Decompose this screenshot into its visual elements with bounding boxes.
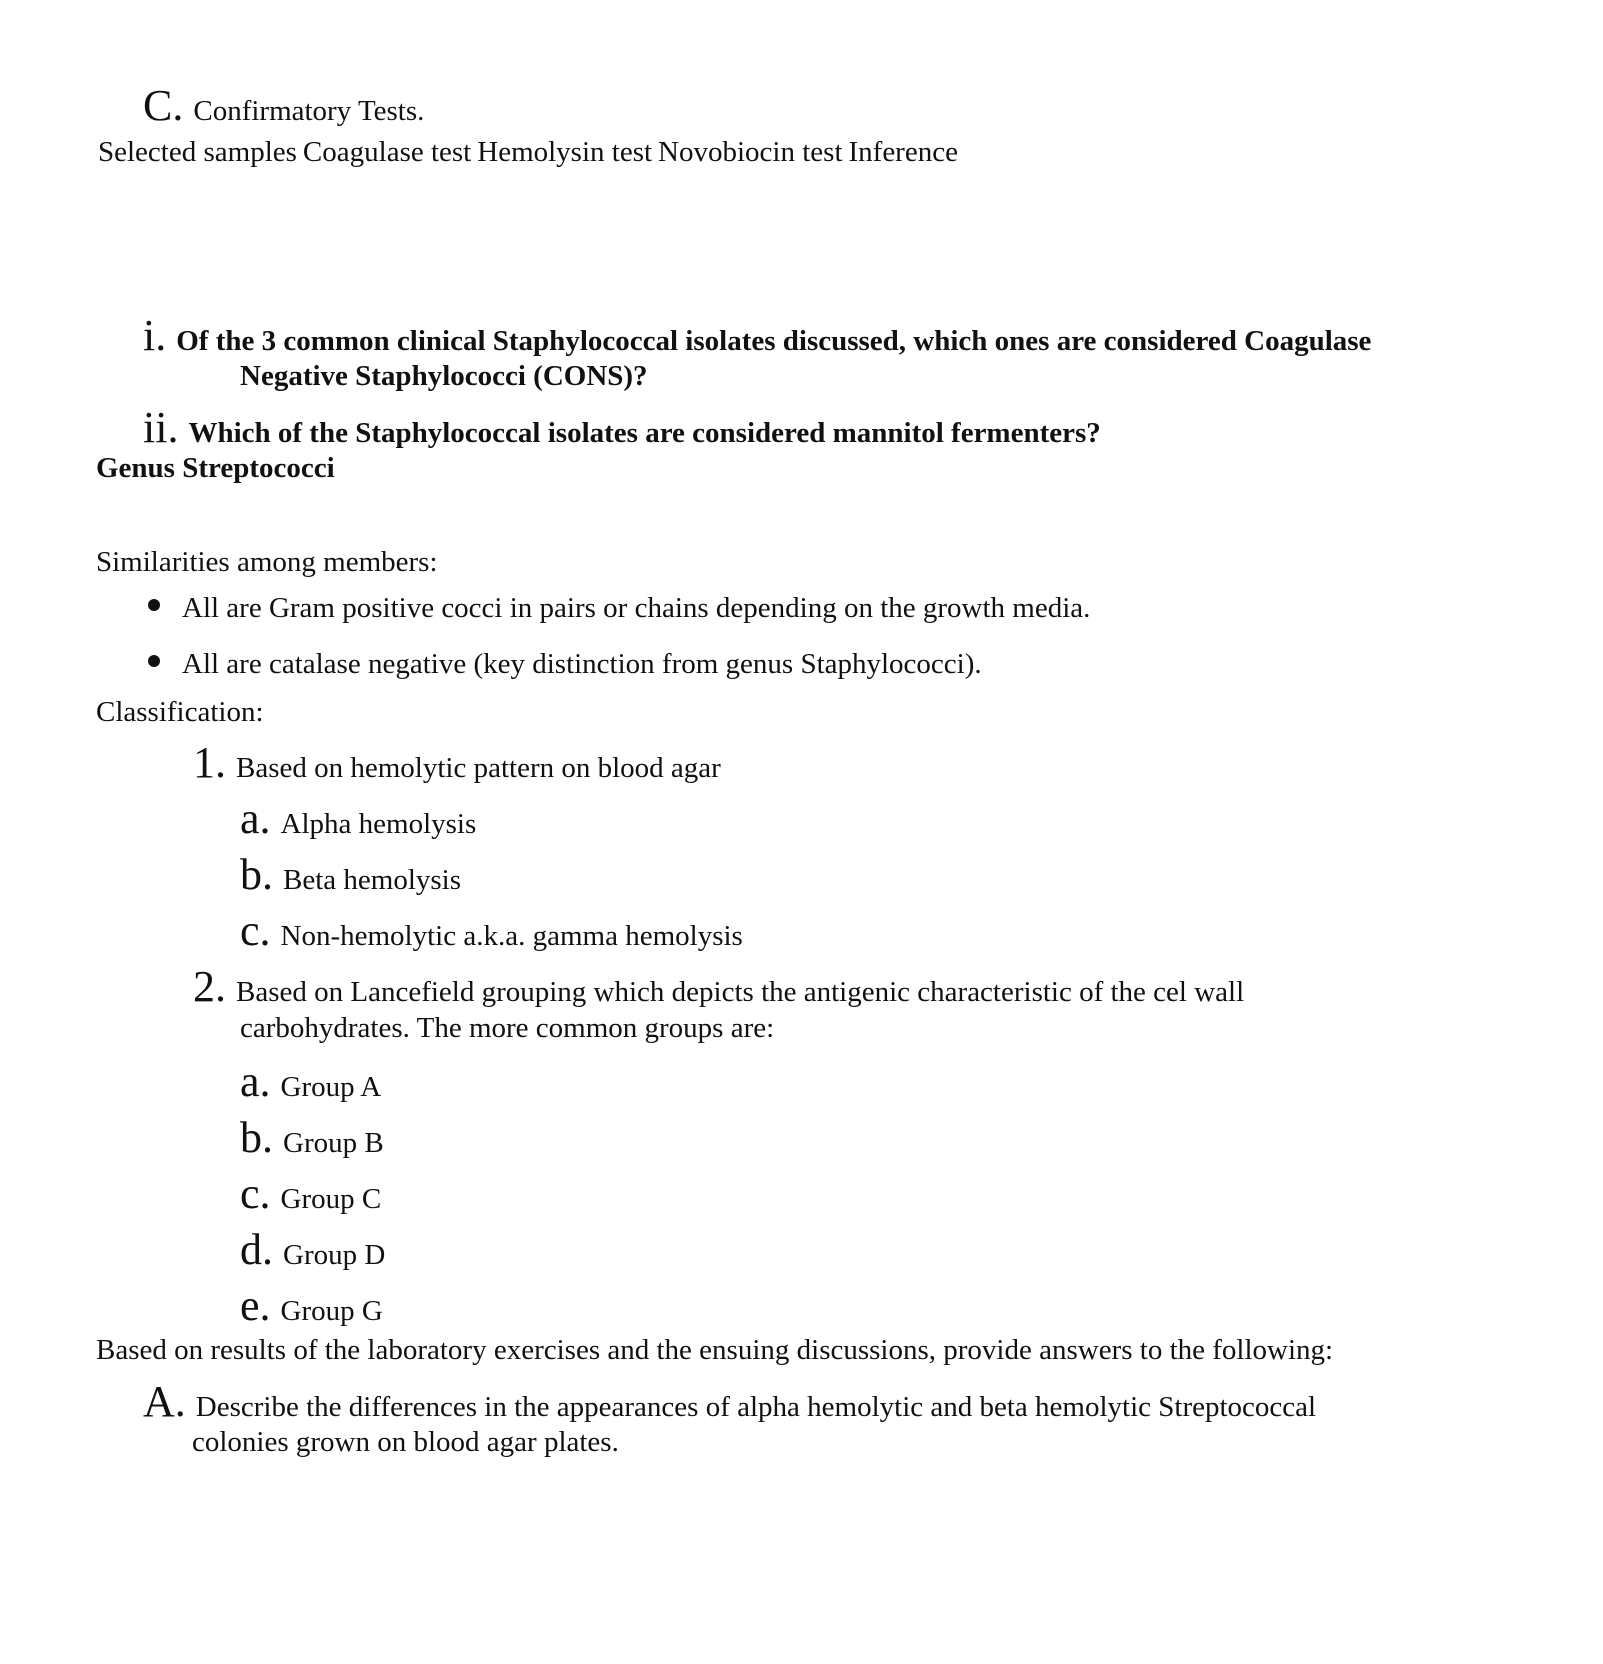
bullet-icon bbox=[148, 655, 160, 667]
question-i-marker: i. bbox=[143, 311, 167, 360]
question-ii-marker: ii. bbox=[143, 403, 179, 452]
group-item-d bbox=[240, 1225, 386, 1275]
hemolysis-item-b-marker: b. bbox=[240, 850, 273, 899]
group-item-c-marker: c. bbox=[240, 1169, 271, 1218]
confirmatory-title: Confirmatory Tests. bbox=[193, 95, 425, 127]
similarity-bullet-2 bbox=[148, 644, 982, 684]
results-question-a-marker: A. bbox=[143, 1377, 186, 1426]
col-novobiocin-test: Novobiocin test bbox=[658, 136, 843, 168]
group-item-a-text: Group A bbox=[280, 1071, 382, 1103]
group-item-b-text: Group B bbox=[283, 1127, 384, 1159]
classification-item-2-line2: carbohydrates. The more common groups are: bbox=[240, 1012, 775, 1044]
confirmatory-table-header bbox=[98, 132, 964, 172]
hemolysis-item-c-text: Non-hemolytic a.k.a. gamma hemolysis bbox=[280, 920, 743, 952]
group-item-a-marker: a. bbox=[240, 1057, 271, 1106]
group-item-a bbox=[240, 1057, 382, 1107]
confirmatory-heading bbox=[143, 81, 425, 131]
similarity-bullet-1 bbox=[148, 588, 1090, 628]
col-selected-samples: Selected samples bbox=[98, 136, 297, 168]
similarity-text-1: All are Gram positive cocci in pairs or chains depending on the growth media. bbox=[182, 592, 1091, 624]
hemolysis-item-c-marker: c. bbox=[240, 906, 271, 955]
similarity-text-2: All are catalase negative (key distinction from genus Staphylococci). bbox=[182, 648, 982, 680]
group-item-d-text: Group D bbox=[283, 1239, 386, 1271]
hemolysis-item-c bbox=[240, 906, 743, 956]
group-item-b-marker: b. bbox=[240, 1113, 273, 1162]
group-item-e-text: Group G bbox=[280, 1295, 383, 1327]
hemolysis-item-a-text: Alpha hemolysis bbox=[280, 808, 477, 840]
bullet-icon bbox=[148, 599, 160, 611]
classification-item-2-line1: Based on Lancefield grouping which depicts the antigenic characteristic of the cel wall bbox=[236, 976, 1245, 1008]
col-hemolysin-test: Hemolysin test bbox=[477, 136, 653, 168]
results-question-a bbox=[143, 1377, 1317, 1427]
hemolysis-item-a-marker: a. bbox=[240, 794, 271, 843]
question-i bbox=[143, 311, 1372, 361]
classification-label: Classification: bbox=[96, 696, 264, 728]
confirmatory-marker: C. bbox=[143, 81, 184, 130]
similarities-label: Similarities among members: bbox=[96, 546, 438, 578]
classification-item-1-text: Based on hemolytic pattern on blood agar bbox=[236, 752, 721, 784]
group-item-b bbox=[240, 1113, 384, 1163]
genus-heading: Genus Streptococci bbox=[96, 452, 335, 484]
question-ii bbox=[143, 403, 1101, 453]
results-question-a-line1: Describe the differences in the appearances of alpha hemolytic and beta hemolytic Streptococcal bbox=[195, 1391, 1317, 1423]
classification-item-1-marker: 1. bbox=[193, 738, 226, 787]
classification-item-2 bbox=[193, 962, 1245, 1012]
group-item-c bbox=[240, 1169, 382, 1219]
group-item-e-marker: e. bbox=[240, 1281, 271, 1330]
group-item-c-text: Group C bbox=[280, 1183, 382, 1215]
results-question-a-line2: colonies grown on blood agar plates. bbox=[192, 1426, 619, 1458]
col-coagulase-test: Coagulase test bbox=[302, 136, 472, 168]
group-item-e bbox=[240, 1281, 383, 1331]
classification-item-2-marker: 2. bbox=[193, 962, 226, 1011]
hemolysis-item-a bbox=[240, 794, 477, 844]
col-inference: Inference bbox=[848, 136, 958, 168]
hemolysis-item-b bbox=[240, 850, 462, 900]
question-i-line2: Negative Staphylococci (CONS)? bbox=[240, 360, 648, 392]
results-intro: Based on results of the laboratory exercises and the ensuing discussions, provide answers to the following: bbox=[96, 1334, 1334, 1366]
classification-item-1 bbox=[193, 738, 721, 788]
group-item-d-marker: d. bbox=[240, 1225, 273, 1274]
question-ii-text: Which of the Staphylococcal isolates are considered mannitol fermenters? bbox=[188, 417, 1101, 449]
hemolysis-item-b-text: Beta hemolysis bbox=[283, 864, 462, 896]
question-i-line1: Of the 3 common clinical Staphylococcal isolates discussed, which ones are considered Coagulase bbox=[176, 325, 1372, 357]
